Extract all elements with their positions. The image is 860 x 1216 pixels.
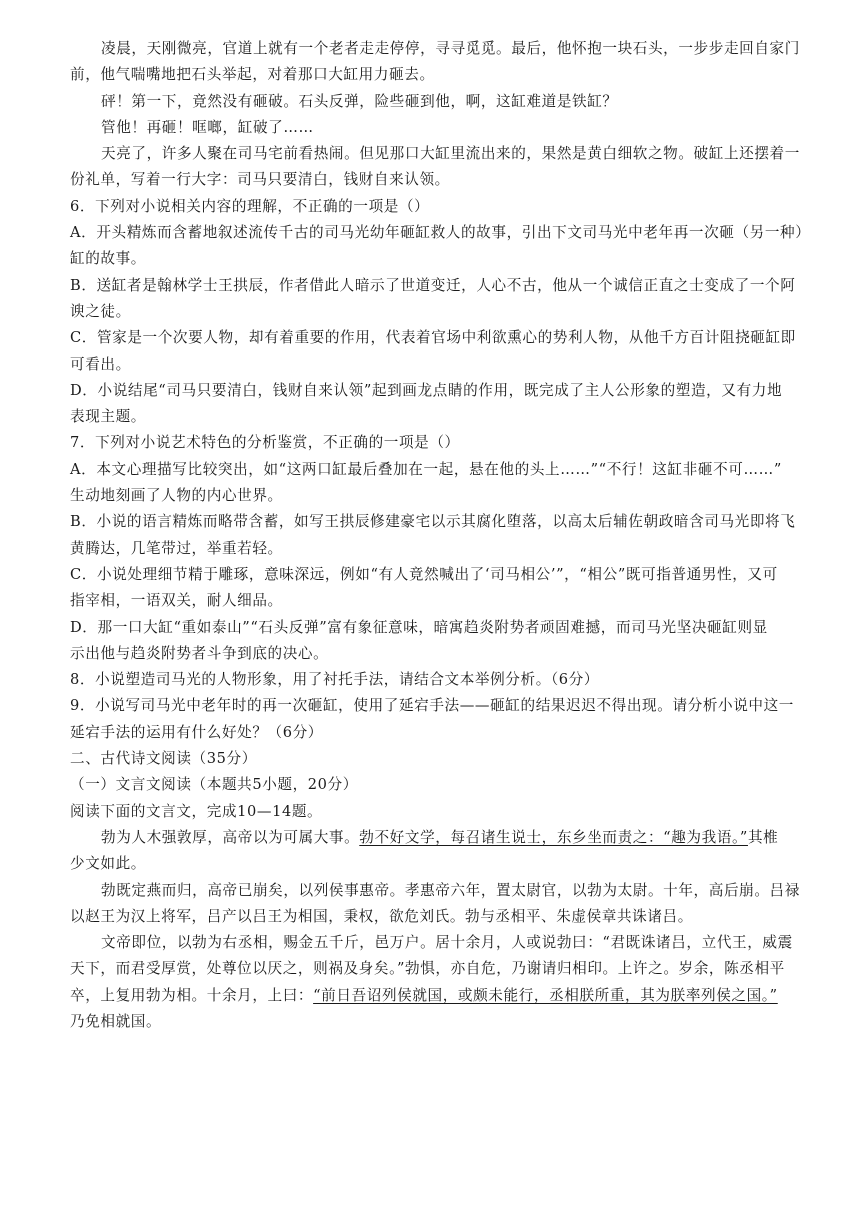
classical-paragraph-1-line-1: [70, 825, 790, 851]
question-6-option-c-line-1: C．管家是一个次要人物，却有着重要的作用，代表着官场中利欲熏心的势利人物，从他千方百计阻挠砸缸即: [70, 329, 796, 347]
question-6-stem: 6．下列对小说相关内容的理解，不正确的一项是（）: [70, 197, 430, 215]
question-7-option-a-line-1: A．本文心理描写比较突出，如“这两口缸最后叠加在一起，悬在他的头上……”“不行！这缸非砸不可……”: [70, 460, 782, 478]
classical-p1-underlined-sentence: 勃不好文学，每召诸生说士，东乡坐而责之：“趣为我语。”: [359, 828, 748, 846]
reading-instruction: 阅读下面的文言文，完成10—14题。: [70, 802, 323, 820]
question-7-option-c-line-1: C．小说处理细节精于雕琢，意味深远，例如“有人竟然喊出了‘司马相公’”，“相公”既可指普通男性，又可: [70, 565, 778, 583]
question-6-option-b-line-1: B．送缸者是翰林学士王拱辰，作者借此人暗示了世道变迁，人心不古，他从一个诚信正直之士变成了一个阿: [70, 276, 796, 294]
question-7-option-a-line-2: 生动地刻画了人物的内心世界。: [70, 487, 283, 505]
classical-p1-text: 勃为人木强敦厚，高帝以为可属大事。: [101, 828, 360, 846]
classical-p3-text: 卒，上复用勃为相。十余月，上曰：: [70, 986, 314, 1004]
question-7-stem: 7．下列对小说艺术特色的分析鉴赏，不正确的一项是（）: [70, 434, 460, 452]
subsection-heading: （一）文言文阅读（本题共5小题，20分）: [70, 776, 358, 794]
question-6-option-a-line-2: 缸的故事。: [70, 250, 146, 268]
classical-paragraph-2-line-1: 勃既定燕而归，高帝已崩矣，以列侯事惠帝。孝惠帝六年，置太尉官，以勃为太尉。十年，高后崩。吕禄: [101, 881, 800, 899]
question-7-option-b-line-1: B．小说的语言精炼而略带含蓄，如写王拱辰修建豪宅以示其腐化堕落，以高太后辅佐朝政暗含司马光即将飞: [70, 513, 796, 531]
classical-paragraph-2-line-2: 以赵王为汉上将军，吕产以吕王为相国，秉权，欲危刘氏。勃与丞相平、朱虚侯章共诛诸吕。: [70, 907, 693, 925]
classical-paragraph-3-line-2: 天下，而君受厚赏，处尊位以厌之，则祸及身矣。”勃惧，亦自危，乃谢请归相印。上许之。岁余，陈丞相平: [70, 960, 785, 978]
section-heading: 二、古代诗文阅读（35分）: [70, 750, 257, 768]
question-6-option-a-line-1: A．开头精炼而含蓄地叙述流传千古的司马光幼年砸缸救人的故事，引出下文司马光中老年再一次砸（另一种）: [70, 224, 811, 242]
question-7-option-b-line-2: 黄腾达，几笔带过，举重若轻。: [70, 539, 283, 557]
story-paragraph-1-line-2: 前，他气喘嘴地把石头举起，对着那口大缸用力砸去。: [70, 66, 435, 84]
classical-p1-tail: 其椎: [747, 828, 779, 846]
question-7-option-c-line-2: 指宰相，一语双关，耐人细品。: [70, 592, 283, 610]
classical-paragraph-3-line-1: 文帝即位，以勃为右丞相，赐金五千斤，邑万户。居十余月，人或说勃曰：“君既诛诸吕，立代王，威震: [101, 934, 793, 952]
question-6-option-c-line-2: 可看出。: [70, 355, 131, 373]
question-6-option-b-line-2: 谀之徒。: [70, 302, 131, 320]
question-7-option-d-line-1: D．那一口大缸“重如泰山”“石头反弹”富有象征意味，暗寓趋炎附势者顽固难撼，而司马光坚决砸缸则显: [70, 618, 768, 636]
story-paragraph-3: 管他！再砸！哐啷，缸破了……: [101, 118, 314, 136]
classical-p3-underlined-sentence: “前日吾诏列侯就国，或颇未能行，丞相朕所重，其为朕率列侯之国。”: [313, 986, 778, 1004]
question-9-line-1: 9．小说写司马光中老年时的再一次砸缸，使用了延宕手法——砸缸的结果迟迟不得出现。请分析小说中这一: [70, 697, 794, 715]
classical-paragraph-3-line-3: [70, 983, 790, 1009]
story-paragraph-1-line-1: 凌晨，天刚微亮，官道上就有一个老者走走停停，寻寻觅觅。最后，他怀抱一块石头，一步步走回自家门: [101, 40, 800, 57]
question-6-option-d-line-2: 表现主题。: [70, 408, 146, 426]
story-paragraph-4-line-2: 份礼单，写着一行大字：司马只要清白，钱财自来认领。: [70, 171, 450, 189]
question-7-option-d-line-2: 示出他与趋炎附势者斗争到底的决心。: [70, 644, 329, 662]
story-paragraph-4-line-1: 天亮了，许多人聚在司马宅前看热闹。但见那口大缸里流出来的，果然是黄白细软之物。破缸上还摆着一: [101, 145, 800, 163]
question-9-line-2: 延宕手法的运用有什么好处？（6分）: [70, 723, 323, 741]
question-8: 8．小说塑造司马光的人物形象，用了衬托手法，请结合文本举例分析。（6分）: [70, 671, 600, 689]
classical-paragraph-3-line-4: 乃免相就国。: [70, 1012, 162, 1030]
question-6-option-d-line-1: D．小说结尾“司马只要清白，钱财自来认领”起到画龙点睛的作用，既完成了主人公形象的塑造，又有力地: [70, 381, 783, 399]
classical-paragraph-1-line-2: 少文如此。: [70, 855, 146, 873]
story-paragraph-2: 砰！第一下，竟然没有砸破。石头反弹，险些砸到他，啊，这缸难道是铁缸？: [101, 92, 618, 110]
